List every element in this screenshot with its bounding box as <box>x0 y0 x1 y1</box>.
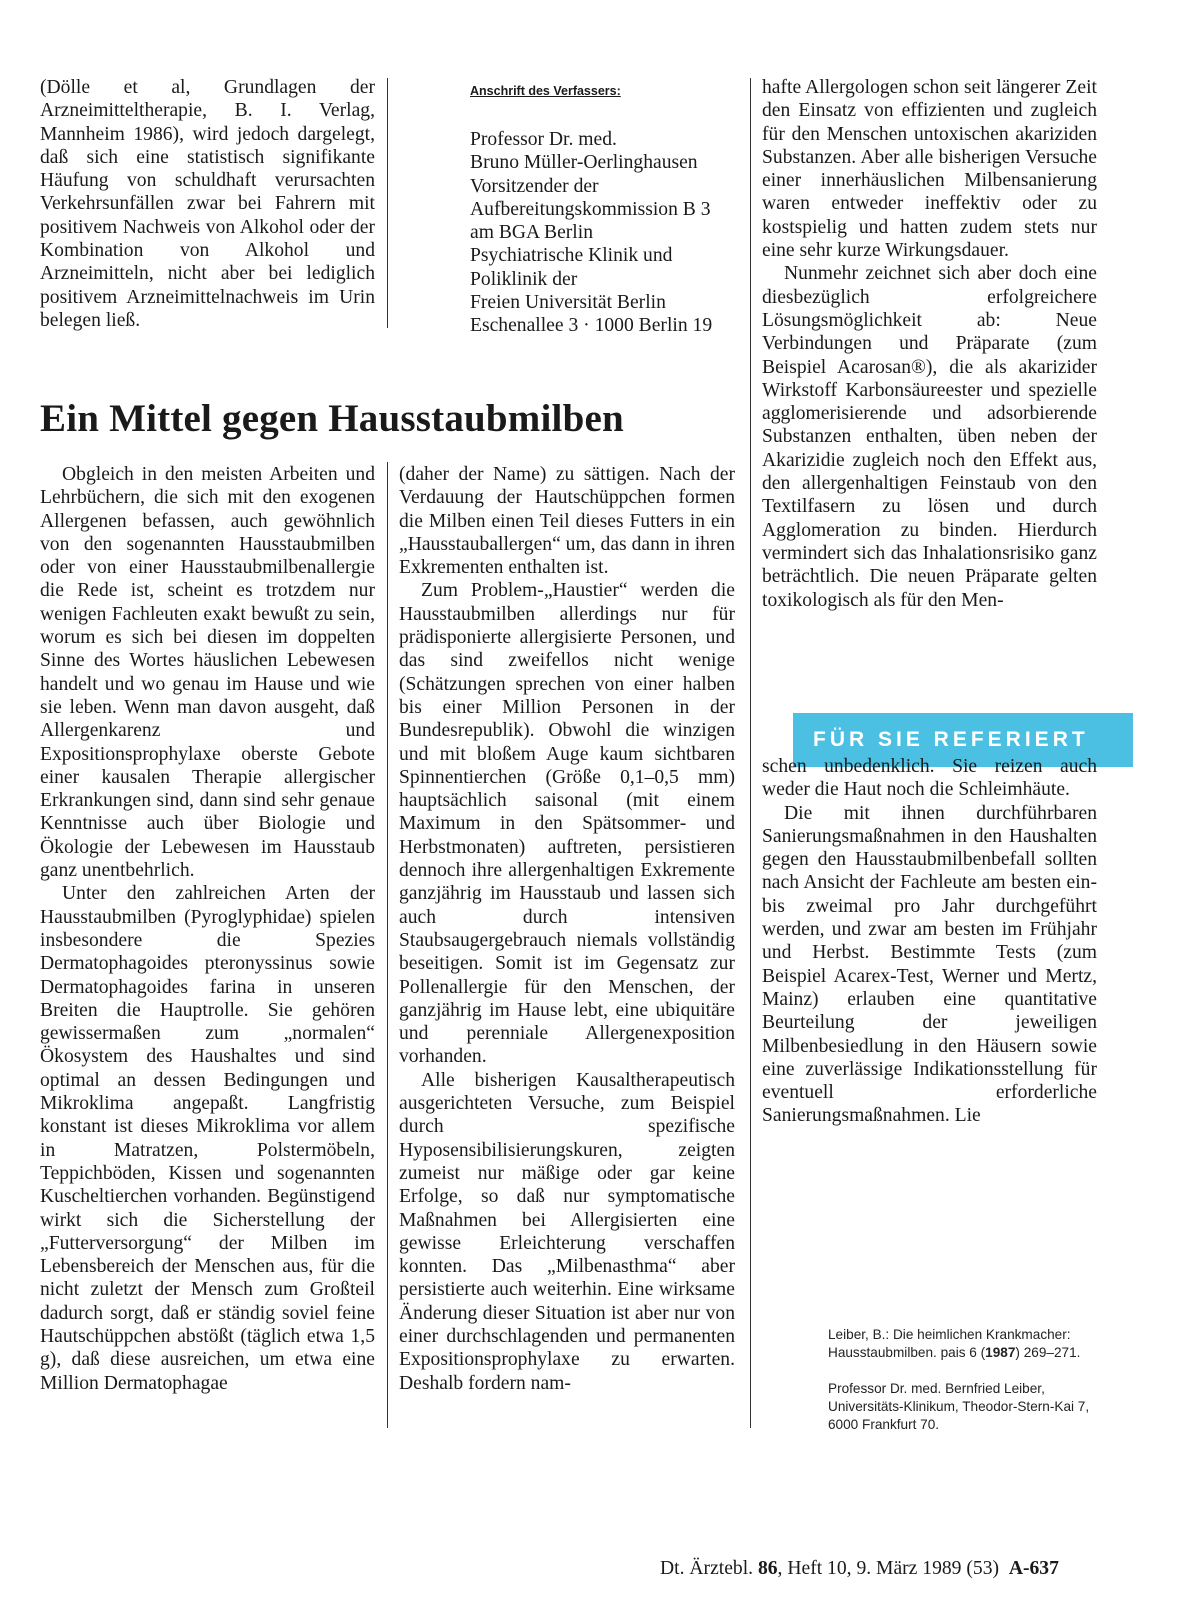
article-column-1 <box>40 463 375 1395</box>
top-left-paragraph <box>40 76 375 332</box>
citation-text: Leiber, B.: Die heimlichen Krankmacher: Hausstaubmilben. pais 6 ( <box>828 1327 1071 1360</box>
paragraph: Zum Problem-„Haustier“ werden die Hausstaubmilben allerdings nur für prädisponierte allergisierte Personen, und das sind zweifellos nicht wenige (Schätzungen sprechen von einer halben bis einer Million Personen in der Bundesrepublik). Obwohl die winzigen und mit bloßem Auge kaum sichtbaren Spinnentierchen (Größe 0,1–0,5 mm) hauptsächlich saisonal (mit einem Maximum in den Spätsommer- und Herbstmonaten) auftreten, persistieren dennoch ihre allergenhaltigen Exkremente ganzjährig im Hausstaub und lassen sich auch durch intensiven Staubsaugergebrauch niemals vollständig beseitigen. Somit ist im Gegensatz zur Pollenallergie für den Menschen, der ganzjährig im Hause lebt, eine ubiquitäre und perenniale Allergenexposition vorhanden. <box>399 580 735 1068</box>
citation-year: 1987 <box>985 1345 1016 1360</box>
address-line: Psychiatrische Klinik und <box>470 245 673 267</box>
article-column-2 <box>399 463 735 1395</box>
journal-name: Dt. Ärztebl. <box>660 1558 754 1579</box>
paragraph: Alle bisherigen Kausaltherapeutisch ausgerichteten Versuche, zum Beispiel durch spezifische Hyposensibilisierungskuren, zeigten zumeist nur mäßige oder gar keine Erfolge, so daß nur symptomatische Maßnahmen bei Allergisierten eine gewisse Erleichterung verschaffen konnten. Das „Milbenasthma“ aber persistierte auch weiterhin. Eine wirksame Änderung dieser Situation ist aber nur von einer durchschlagenden und permanenten Expositionsprophylaxe zu erwarten. Deshalb fordern nam- <box>399 1069 735 1394</box>
journal-volume: 86 <box>757 1558 778 1579</box>
address-line: Poliklinik der <box>470 268 578 290</box>
reference-citation <box>828 1326 1108 1362</box>
paragraph: (daher der Name) zu sättigen. Nach der Verdauung der Hautschüppchen formen die Milben einen Teil dieses Futters in ein „Hausstauballergen“ um, das dann in ihren Exkrementen enthalten ist. <box>399 464 735 579</box>
journal-issue: , Heft 10, 9. März 1989 (53) <box>777 1558 1000 1579</box>
column-divider <box>750 78 751 1428</box>
paragraph: Nunmehr zeichnet sich aber doch eine diesbezüglich erfolgreichere Lösungsmöglichkeit ab: Neue Verbindungen und Präparate (zum Beispiel Acarosan®), die als akarizider Wirkstoff Karbonsäureester und spezielle agglomerisierende und adsorbierende Substanzen enthalten, üben neben der Akarizidie zugleich noch den Effekt aus, den allergenhaltigen Feinstaub von den Textilfasern zu lösen und durch Agglomeration zu binden. Hierdurch vermindert sich das Inhalationsrisiko ganz beträchtlich. Die neuen Präparate gelten toxikologisch als für den Men- <box>762 263 1097 611</box>
address-line: Bruno Müller-Oerlinghausen <box>470 152 698 174</box>
column-divider <box>387 462 388 1428</box>
column-divider <box>387 78 388 328</box>
paragraph: hafte Allergologen schon seit längerer Zeit den Einsatz von effizienten und zugleich für den Menschen untoxischen akariziden Substanzen. Aber alle bisherigen Versuche einer innerhäuslichen Milbensanierung waren entweder ineffektiv oder zu kostspielig und hatten zudem stets nur eine sehr kurze Wirkungsdauer. <box>762 77 1097 262</box>
badge-label: FÜR SIE REFERIERT <box>813 728 1089 751</box>
address-line: Vorsitzender der <box>470 175 599 197</box>
article-column-3-top <box>762 76 1097 612</box>
address-line: Aufbereitungskommission B 3 <box>470 198 711 220</box>
paragraph: (Dölle et al, Grundlagen der Arzneimitteltherapie, B. I. Verlag, Mannheim 1986), wird jedoch dargelegt, daß sich eine statistisch signifikante Häufung von schuldhaft verursachten Verkehrsunfällen zwar bei Fahrern mit positivem Nachweis von Alkohol oder der Kombination von Alkohol und Arzneimitteln, nicht aber bei lediglich positivem Arzneimittelnachweis im Urin belegen ließ. <box>40 77 375 331</box>
address-line: Freien Universität Berlin <box>470 292 666 314</box>
page-footer <box>660 1558 1140 1580</box>
article-column-3-bottom <box>762 755 1097 1128</box>
paragraph: schen unbedenklich. Sie reizen auch weder die Haut noch die Schleimhäute. <box>762 756 1097 801</box>
address-label: Anschrift des Verfassers: <box>470 84 621 98</box>
paragraph: Obgleich in den meisten Arbeiten und Lehrbüchern, die sich mit den exogenen Allergenen befassen, auch gewöhnlich von den sogenannten Hausstaubmilben oder von einer Hausstaubmilbenallergie die Rede ist, scheint es trotzdem nur wenigen Fachleuten exakt bewußt zu sein, worum es sich bei diesen im doppelten Sinne des Wortes häuslichen Lebewesen handelt und wo genau im Hause und wie sie leben. Wenn man davon ausgeht, daß Allergenkarenz und Expositionsprophylaxe oberste Gebote einer kausalen Therapie allergischer Erkrankungen sind, dann sind sehr genaue Kenntnisse auch über Biologie und Ökologie der Lebewesen im Hausstaub ganz unentbehrlich. <box>40 464 375 882</box>
author-address <box>470 128 770 338</box>
address-line: Professor Dr. med. <box>470 129 617 150</box>
address-line: Eschenallee 3 · 1000 Berlin 19 <box>470 315 713 337</box>
citation-pages: ) 269–271. <box>1015 1345 1081 1360</box>
paragraph: Die mit ihnen durchführbaren Sanierungsmaßnahmen in den Haushalten gegen den Hausstaubmilbenbefall sollten nach Ansicht der Fachleute am besten ein- bis zweimal pro Jahr durchgeführt werden, und zwar am besten im Frühjahr und Herbst. Bestimmte Tests (zum Beispiel Acarex-Test, Werner und Mertz, Mainz) erlauben eine quantitative Beurteilung der jeweiligen Milbenbesiedlung in den Häusern sowie eine zuverlässige Indikationsstellung für eventuell erforderliche Sanierungsmaßnahmen. Lie <box>762 802 1097 1127</box>
reference-author: Professor Dr. med. Bernfried Leiber, Universitäts-Klinikum, Theodor-Stern-Kai 7, 6000 Frankfurt 70. <box>828 1381 1090 1432</box>
paragraph: Unter den zahlreichen Arten der Hausstaubmilben (Pyroglyphidae) spielen insbesondere die Spezies Dermatophagoides pteronyssinus sowie Dermatophagoides farina in unseren Breiten die Hauptrolle. Sie gehören gewissermaßen zum „normalen“ Ökosystem des Haushaltes und sind optimal an dessen Bedingungen und Mikroklima angepaßt. Langfristig konstant ist dieses Mikroklima vor allem in Matratzen, Polstermöbeln, Teppichböden, Kissen und sogenannten Kuscheltierchen vorhanden. Begünstigend wirkt sich die Sicherstellung der „Futterversorgung“ der Milben im Lebensbereich der Menschen aus, für die nicht zuletzt der Mensch zum Großteil dadurch sorgt, daß er ständig soviel feine Hautschüppchen abstößt (täglich etwa 1,5 g), daß diese ausreichen, um etwa eine Million Dermatophagae <box>40 883 375 1394</box>
address-line: am BGA Berlin <box>470 222 593 244</box>
article-headline: Ein Mittel gegen Hausstaubmilben <box>40 397 624 440</box>
page-number: A-637 <box>1008 1558 1059 1579</box>
